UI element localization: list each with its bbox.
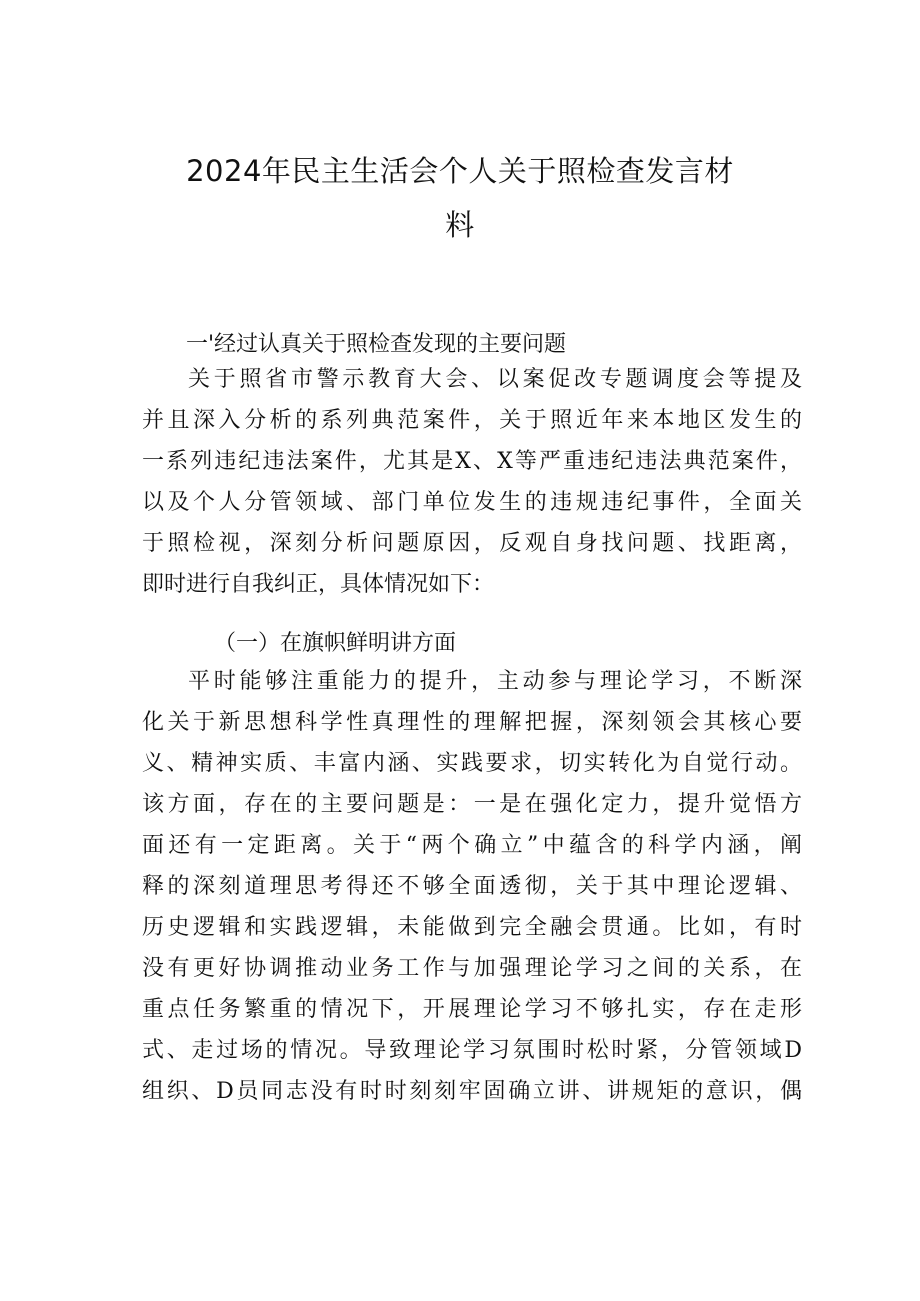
document-title-line-2: 料 bbox=[445, 208, 475, 242]
paragraph-line: 历史逻辑和实践逻辑，未能做到完全融会贯通。比如，有时 bbox=[142, 915, 802, 940]
document-title-line-1: 2024年民主生活会个人关于照检查发言材 bbox=[186, 154, 734, 188]
paragraph-line: 该方面，存在的主要问题是：一是在强化定力，提升觉悟方 bbox=[142, 792, 802, 817]
paragraph-line: 面还有一定距离。关于“两个确立”中蕴含的科学内涵，阐 bbox=[142, 833, 802, 858]
paragraph-line: 组织、D员同志没有时时刻刻牢固确立讲、讲规矩的意识，偶 bbox=[142, 1079, 802, 1104]
section-heading-main-problems: 一'经过认真关于照检查发现的主要问题 bbox=[186, 332, 567, 357]
paragraph-line: 化关于新思想科学性真理性的理解把握，深刻领会其核心要 bbox=[142, 710, 802, 735]
paragraph-banner-section bbox=[142, 661, 802, 1112]
paragraph-line: 没有更好协调推动业务工作与加强理论学习之间的关系，在 bbox=[142, 956, 802, 981]
paragraph-line: 式、走过场的情况。导致理论学习氛围时松时紧，分管领域D bbox=[142, 1038, 802, 1063]
paragraph-line: 并且深入分析的系列典范案件，关于照近年来本地区发生的 bbox=[142, 408, 802, 433]
paragraph-line: 即时进行自我纠正，具体情况如下： bbox=[142, 572, 495, 597]
paragraph-line: 关于照省市警示教育大会、以案促改专题调度会等提及 bbox=[188, 367, 802, 392]
paragraph-line: 以及个人分管领域、部门单位发生的违规违纪事件，全面关 bbox=[142, 490, 802, 515]
paragraph-line: 平时能够注重能力的提升，主动参与理论学习，不断深 bbox=[188, 669, 802, 694]
paragraph-intro bbox=[142, 359, 802, 605]
paragraph-line: 于照检视，深刻分析问题原因，反观自身找问题、找距离， bbox=[142, 531, 802, 556]
paragraph-line: 释的深刻道理思考得还不够全面透彻，关于其中理论逻辑、 bbox=[142, 874, 802, 899]
paragraph-line: 义、精神实质、丰富内涵、实践要求，切实转化为自觉行动。 bbox=[142, 751, 802, 776]
subsection-heading-banner: （一）在旗帜鲜明讲方面 bbox=[214, 631, 457, 656]
paragraph-line: 重点任务繁重的情况下，开展理论学习不够扎实，存在走形 bbox=[142, 997, 802, 1022]
paragraph-line: 一系列违纪违法案件，尤其是X、X等严重违纪违法典范案件， bbox=[142, 449, 802, 474]
